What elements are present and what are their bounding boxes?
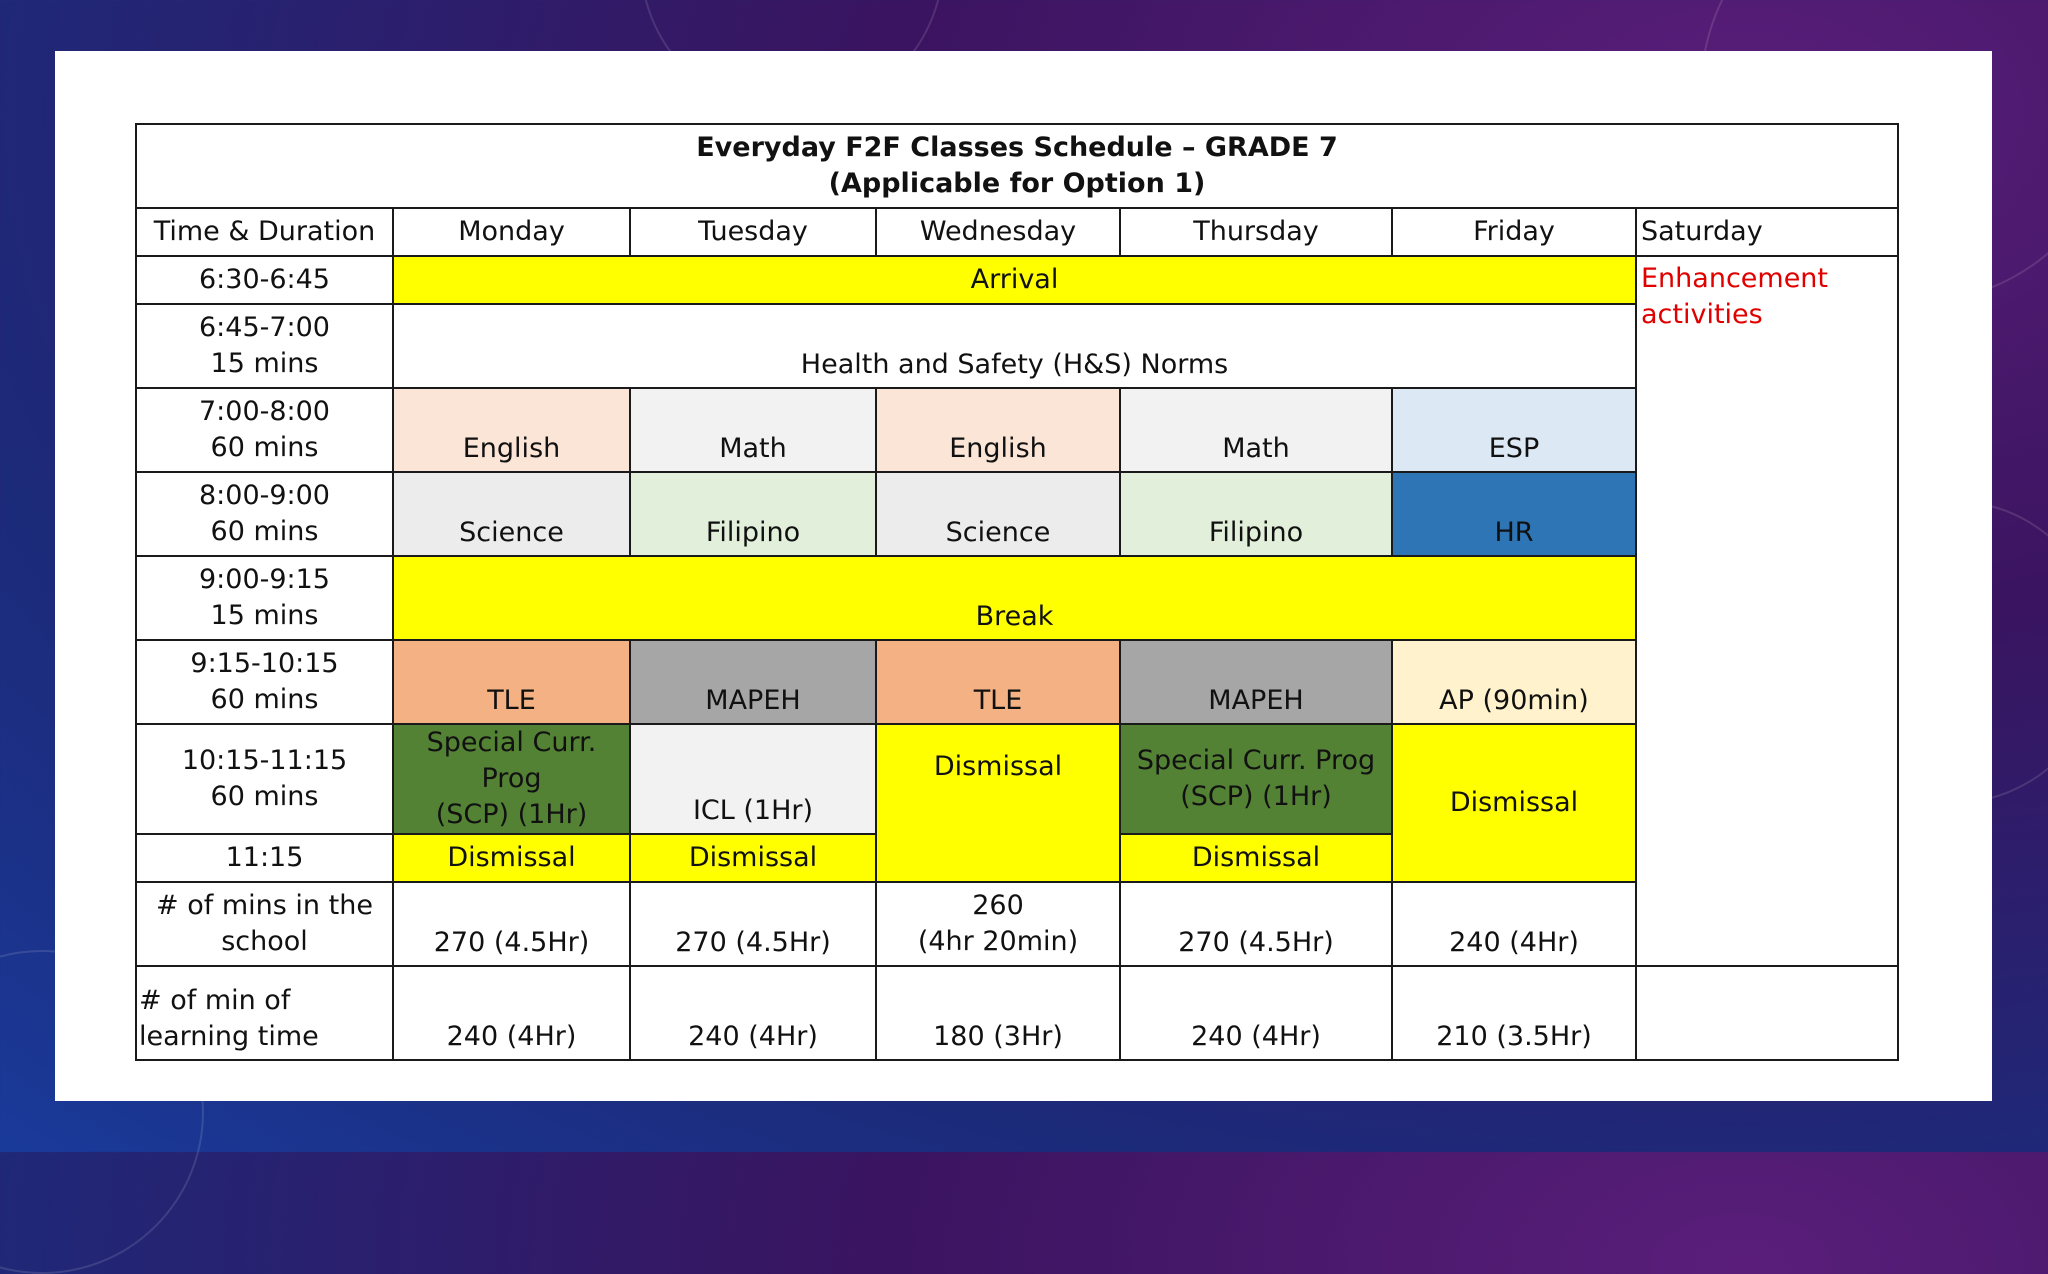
scp-line1: Special Curr. Prog — [1136, 745, 1376, 776]
schedule-table — [135, 123, 1899, 1061]
time-duration: 60 mins — [210, 781, 319, 812]
dismissal-cell: Dismissal — [1120, 834, 1392, 882]
saturday-note: Enhancement activities — [1636, 256, 1898, 966]
time-cell — [136, 724, 393, 834]
subject-cell: Filipino — [630, 472, 876, 556]
summary-cell: 270 (4.5Hr) — [630, 882, 876, 966]
time-cell — [136, 640, 393, 724]
table-title — [136, 124, 1898, 208]
header-thursday: Thursday — [1120, 208, 1392, 256]
time-cell: 11:15 — [136, 834, 393, 882]
header-wednesday: Wednesday — [876, 208, 1120, 256]
time-cell — [136, 388, 393, 472]
dismissal-cell: Dismissal — [630, 834, 876, 882]
summary-line2: (4hr 20min) — [917, 926, 1079, 957]
subject-cell: TLE — [393, 640, 630, 724]
header-tuesday: Tuesday — [630, 208, 876, 256]
summary-cell: 210 (3.5Hr) — [1392, 966, 1636, 1060]
summary-cell: 270 (4.5Hr) — [1120, 882, 1392, 966]
title-line1: Everyday F2F Classes Schedule – GRADE 7 — [696, 132, 1338, 163]
scp-line1: Special Curr. Prog — [426, 727, 597, 794]
subject-cell: MAPEH — [630, 640, 876, 724]
time-range: 7:00-8:00 — [198, 396, 330, 427]
dismissal-cell: Dismissal — [1392, 724, 1636, 882]
header-saturday: Saturday — [1636, 208, 1898, 256]
time-cell — [136, 556, 393, 640]
header-time: Time & Duration — [136, 208, 393, 256]
scp-line2: (SCP) (1Hr) — [435, 799, 588, 830]
summary-line1: 260 — [972, 890, 1024, 921]
summary-label — [136, 966, 393, 1060]
subject-cell: HR — [1392, 472, 1636, 556]
table-row — [136, 724, 1898, 834]
subject-cell: ESP — [1392, 388, 1636, 472]
time-duration: 60 mins — [210, 516, 319, 547]
saturday-empty — [1636, 966, 1898, 1060]
table-row — [136, 966, 1898, 1060]
time-cell — [136, 472, 393, 556]
time-duration: 15 mins — [210, 348, 319, 379]
summary-label — [136, 882, 393, 966]
subject-cell: Science — [393, 472, 630, 556]
subject-cell: ICL (1Hr) — [630, 724, 876, 834]
summary-label-line1: # of min of — [139, 985, 291, 1016]
dismissal-cell: Dismissal — [393, 834, 630, 882]
table-row — [136, 882, 1898, 966]
hs-norms-cell: Health and Safety (H&S) Norms — [393, 304, 1636, 388]
summary-cell — [876, 882, 1120, 966]
time-range: 10:15-11:15 — [181, 745, 348, 776]
time-range: 9:00-9:15 — [198, 564, 330, 595]
table-row — [136, 256, 1898, 304]
subject-cell — [1120, 724, 1392, 834]
subject-cell: TLE — [876, 640, 1120, 724]
time-cell — [136, 304, 393, 388]
time-range: 8:00-9:00 — [198, 480, 330, 511]
time-duration: 60 mins — [210, 432, 319, 463]
summary-cell: 240 (4Hr) — [393, 966, 630, 1060]
summary-cell: 240 (4Hr) — [1120, 966, 1392, 1060]
summary-cell: 240 (4Hr) — [1392, 882, 1636, 966]
break-cell: Break — [393, 556, 1636, 640]
subject-cell: English — [393, 388, 630, 472]
table-row — [136, 556, 1898, 640]
subject-cell: AP (90min) — [1392, 640, 1636, 724]
header-row — [136, 208, 1898, 256]
time-cell: 6:30-6:45 — [136, 256, 393, 304]
summary-cell: 180 (3Hr) — [876, 966, 1120, 1060]
title-line2: (Applicable for Option 1) — [828, 168, 1206, 199]
table-row — [136, 640, 1898, 724]
scp-line2: (SCP) (1Hr) — [1180, 781, 1332, 812]
subject-cell: Math — [630, 388, 876, 472]
time-range: 9:15-10:15 — [190, 648, 339, 679]
time-range: 6:45-7:00 — [198, 312, 330, 343]
summary-cell: 270 (4.5Hr) — [393, 882, 630, 966]
summary-label-line1: # of mins in the — [156, 890, 373, 921]
subject-cell: Science — [876, 472, 1120, 556]
time-duration: 15 mins — [210, 600, 319, 631]
header-monday: Monday — [393, 208, 630, 256]
time-duration: 60 mins — [210, 684, 319, 715]
table-row — [136, 388, 1898, 472]
subject-cell: Math — [1120, 388, 1392, 472]
arrival-cell: Arrival — [393, 256, 1636, 304]
table-row — [136, 472, 1898, 556]
subject-cell: English — [876, 388, 1120, 472]
subject-cell: Filipino — [1120, 472, 1392, 556]
header-friday: Friday — [1392, 208, 1636, 256]
subject-cell — [393, 724, 630, 834]
summary-cell: 240 (4Hr) — [630, 966, 876, 1060]
summary-label-line2: learning time — [139, 1021, 319, 1052]
slide-content — [55, 51, 1992, 1101]
table-row — [136, 304, 1898, 388]
subject-cell: MAPEH — [1120, 640, 1392, 724]
dismissal-cell: Dismissal — [876, 724, 1120, 882]
summary-label-line2: school — [221, 926, 308, 957]
